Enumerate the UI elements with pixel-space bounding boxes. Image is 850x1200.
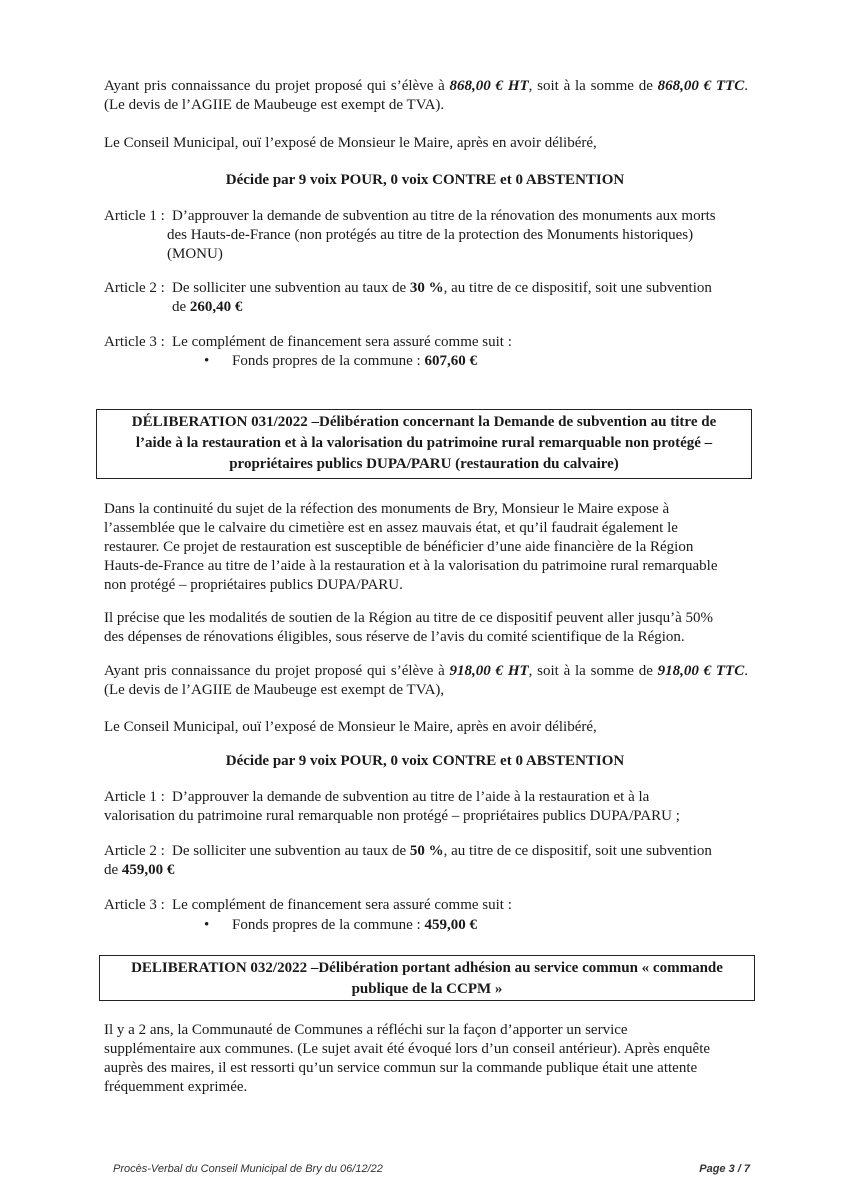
vote-result: Décide par 9 voix POUR, 0 voix CONTRE et 0 ABSTENTION [225,753,625,769]
amount-ht: 918,00 € HT [449,663,529,679]
vote-result: Décide par 9 voix POUR, 0 voix CONTRE et 0 ABSTENTION [225,172,625,188]
bullet-item: Fonds propres de la commune : 607,60 € [232,353,477,369]
paragraph-cost-monuments: Ayant pris connaissance du projet proposé qui s’élève à 868,00 € HT, soit à la somme de 868,00 € TTC. (Le devis de l’AGIIE de Maubeuge est exempt de TVA). [104,78,748,113]
footer-page-number: Page 3 / 7 [699,1163,750,1175]
bullet-dot-icon: • [204,353,210,369]
article-label: Article 1 : [104,208,165,224]
footer-document-title: Procès-Verbal du Conseil Municipal de Bry du 06/12/22 [113,1163,383,1175]
amount-ttc: 868,00 € TTC [657,78,745,94]
amount-ht: 868,00 € HT [449,78,529,94]
paragraph-conseil: Le Conseil Municipal, ouï l’exposé de Monsieur le Maire, après en avoir délibéré, [104,135,597,151]
article-label: Article 3 : [104,897,165,913]
bullet-dot-icon: • [204,917,210,933]
amount-ttc: 918,00 € TTC [657,663,745,679]
deliberation-031-title-box: DÉLIBERATION 031/2022 –Délibération concernant la Demande de subvention au titre de l’aide à la restauration et à la valorisation du patrimoine rural remarquable non protégé – propriétaires publics DUPA/PARU (restauration du calvaire) [96,409,752,479]
bullet-item: Fonds propres de la commune : 459,00 € [232,917,477,933]
article-label: Article 2 : [104,843,165,859]
article-label: Article 1 : [104,789,165,805]
paragraph-cost-calvaire: Ayant pris connaissance du projet proposé qui s’élève à 918,00 € HT, soit à la somme de 918,00 € TTC. (Le devis de l’AGIIE de Maubeuge est exempt de TVA), [104,663,748,698]
paragraph-conseil: Le Conseil Municipal, ouï l’exposé de Monsieur le Maire, après en avoir délibéré, [104,719,597,735]
article-label: Article 3 : [104,334,165,350]
article-label: Article 2 : [104,280,165,296]
deliberation-032-title-box: DELIBERATION 032/2022 –Délibération portant adhésion au service commun « commande publique de la CCPM » [99,955,755,1001]
